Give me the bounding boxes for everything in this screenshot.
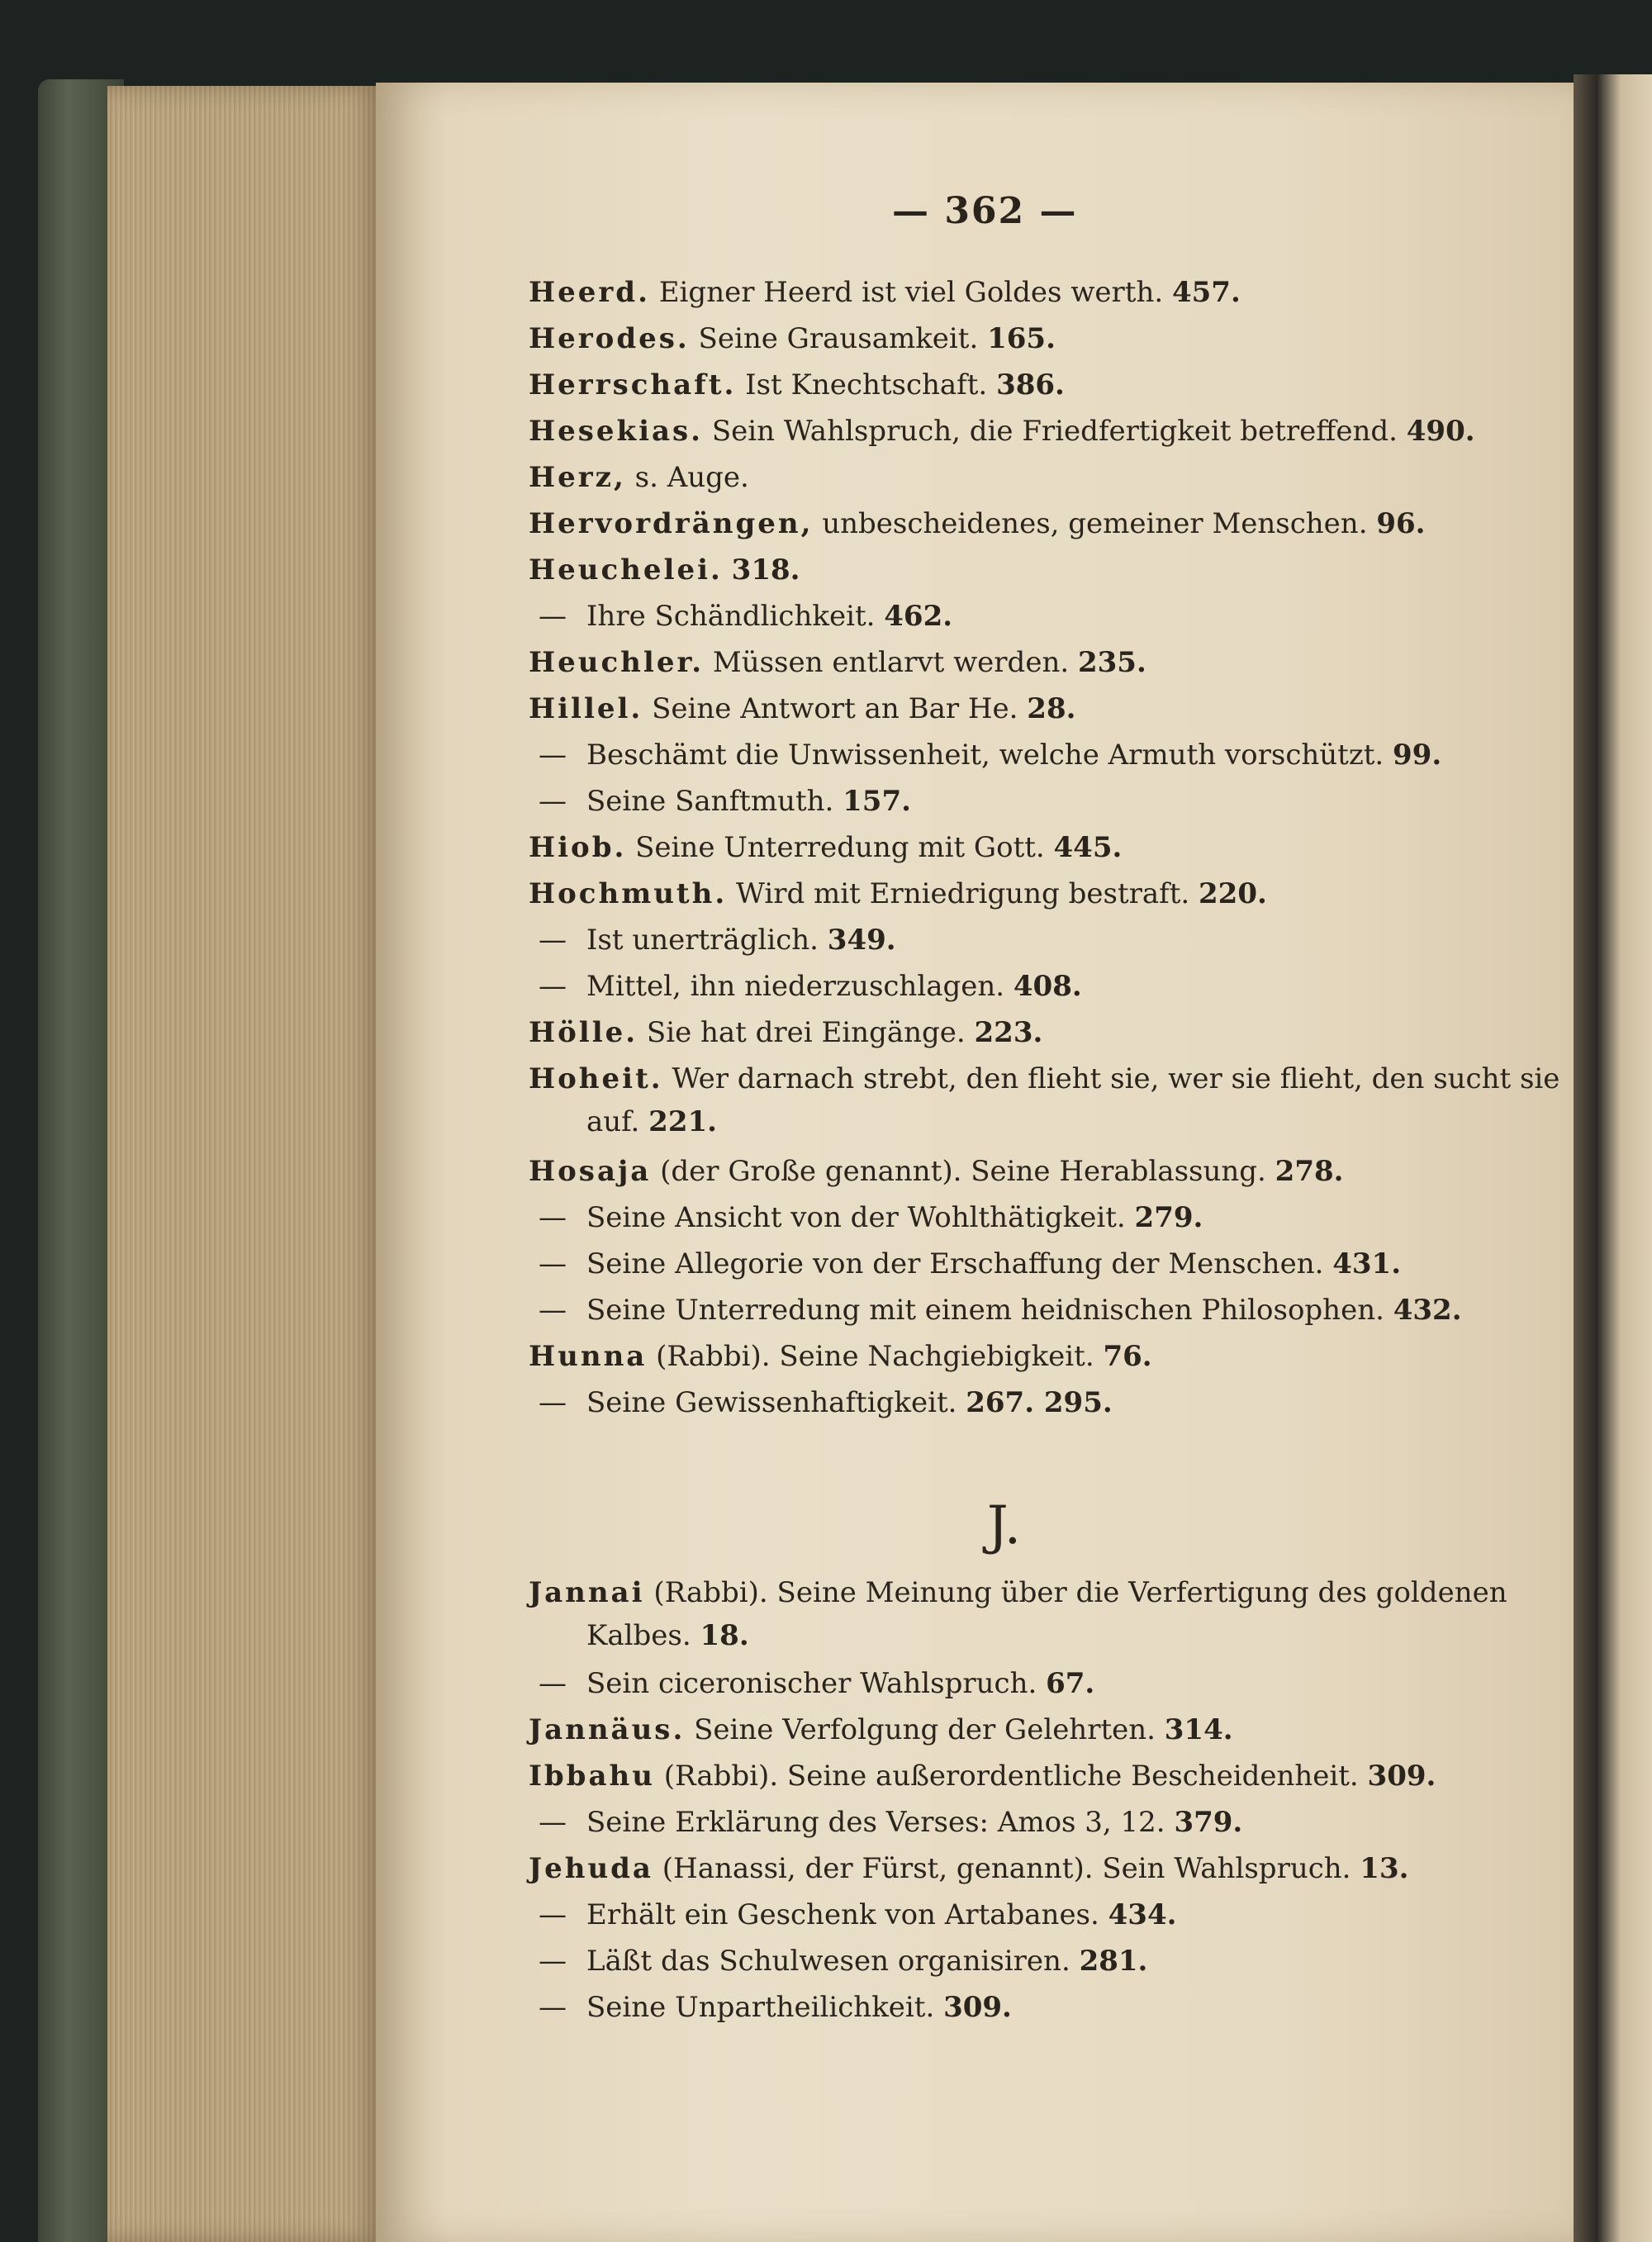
index-subentry: — Seine Allegorie von der Erschaffung der Menschen. 431.	[539, 1247, 1402, 1280]
index-entry: Hesekias. Sein Wahlspruch, die Friedfertigkeit betreffend. 490.	[529, 415, 1475, 448]
index-subentry: — Seine Ansicht von der Wohlthätigkeit. 279.	[539, 1201, 1203, 1234]
index-entry: Jannäus. Seine Verfolgung der Gelehrten. 314.	[529, 1713, 1233, 1746]
index-entry: Hunna (Rabbi). Seine Nachgiebigkeit. 76.	[529, 1340, 1152, 1373]
page-block-edge	[107, 86, 380, 2242]
index-entry: Hosaja (der Große genannt). Seine Herablassung. 278.	[529, 1155, 1344, 1188]
index-subentry: — Seine Unterredung mit einem heidnischen Philosophen. 432.	[539, 1294, 1462, 1327]
index-subentry: — Seine Unpartheilichkeit. 309.	[539, 1991, 1012, 2024]
index-subentry: — Sein ciceronischer Wahlspruch. 67.	[539, 1667, 1095, 1700]
index-entry: Heerd. Eigner Heerd ist viel Goldes werth. 457.	[529, 276, 1241, 309]
index-subentry: — Ihre Schändlichkeit. 462.	[539, 600, 953, 633]
index-subentry: — Ist unerträglich. 349.	[539, 924, 896, 957]
index-entry: Hiob. Seine Unterredung mit Gott. 445.	[529, 831, 1123, 864]
index-entry: Hoheit. Wer darnach strebt, den flieht sie, wer sie flieht, den sucht sie auf. 221.	[529, 1062, 1560, 1138]
index-entry: Heuchelei. 318.	[529, 553, 800, 587]
index-entry: Hillel. Seine Antwort an Bar He. 28.	[529, 692, 1076, 725]
index-entry: Hölle. Sie hat drei Eingänge. 223.	[529, 1016, 1043, 1049]
index-entry: Heuchler. Müssen entlarvt werden. 235.	[529, 646, 1146, 679]
index-entry: Hervordrängen, unbescheidenes, gemeiner Menschen. 96.	[529, 507, 1426, 540]
index-entry: Herrschaft. Ist Knechtschaft. 386.	[529, 368, 1065, 401]
section-heading-letter: J.	[987, 1495, 1022, 1556]
index-subentry: — Erhält ein Geschenk von Artabanes. 434.	[539, 1898, 1177, 1931]
index-entry: Ibbahu (Rabbi). Seine außerordentliche Bescheidenheit. 309.	[529, 1760, 1436, 1793]
index-entry: Jehuda (Hanassi, der Fürst, genannt). Sein Wahlspruch. 13.	[529, 1852, 1409, 1885]
index-subentry: — Beschämt die Unwissenheit, welche Armuth vorschützt. 99.	[539, 739, 1442, 772]
facing-page-gutter	[1574, 74, 1652, 2242]
index-entry: Herodes. Seine Grausamkeit. 165.	[529, 322, 1056, 355]
index-subentry: — Seine Erklärung des Verses: Amos 3, 12. 379.	[539, 1806, 1243, 1839]
index-entry: Herz, s. Auge.	[529, 461, 749, 494]
index-subentry: — Seine Sanftmuth. 157.	[539, 785, 911, 818]
index-subentry: — Mittel, ihn niederzuschlagen. 408.	[539, 970, 1082, 1003]
index-subentry: — Seine Gewissenhaftigkeit. 267. 295.	[539, 1386, 1113, 1419]
index-entry: Hochmuth. Wird mit Erniedrigung bestraft. 220.	[529, 877, 1267, 910]
page-number: — 362 —	[892, 190, 1078, 232]
index-subentry: — Läßt das Schulwesen organisiren. 281.	[539, 1945, 1148, 1978]
index-entry: Jannai (Rabbi). Seine Meinung über die Verfertigung des goldenen Kalbes. 18.	[529, 1576, 1507, 1652]
